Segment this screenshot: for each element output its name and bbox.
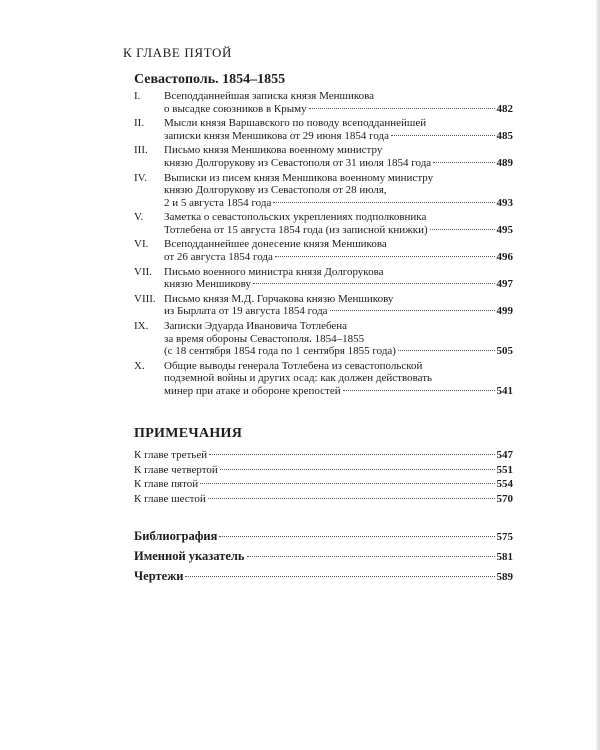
toc-list (134, 90, 513, 399)
entry-line: Заметка о севастопольских укреплениях подполковника (164, 211, 427, 224)
notes-entry[interactable] (134, 478, 513, 491)
entry-body (164, 144, 513, 169)
page-number: 581 (496, 551, 513, 563)
entry-last-line (164, 385, 513, 398)
entry-last-line (164, 224, 513, 237)
entry-body (164, 320, 513, 358)
notes-entry-line (134, 449, 513, 462)
page-number: 496 (496, 250, 513, 263)
page-number: 589 (496, 571, 513, 583)
entry-last-line (164, 157, 513, 170)
page-number: 547 (496, 449, 513, 461)
page-number: 505 (496, 345, 513, 357)
entry-line: подземной войны и других осад: как должен действовать (164, 372, 433, 385)
entry-text: Чертежи (134, 569, 184, 583)
backmatter-entry-line (134, 569, 513, 585)
entry-body (164, 172, 513, 210)
entry-last-line (164, 278, 513, 291)
dot-leader (309, 108, 495, 109)
entry-line: Выписки из писем князя Меншикова военному министру (164, 171, 434, 184)
page-number: 541 (496, 384, 513, 397)
page-number: 575 (496, 531, 513, 543)
entry-body (164, 266, 513, 291)
entry-line: Всеподданнейшее донесение князя Меншикова (164, 238, 387, 251)
entry-text: от 26 августа 1854 года (164, 250, 273, 263)
entry-numeral: IX. (134, 320, 149, 332)
toc-entry[interactable] (134, 211, 513, 236)
page-number: 499 (496, 305, 513, 318)
entry-last-line (164, 103, 513, 116)
notes-entry[interactable] (134, 449, 513, 462)
entry-text: о высадке союзников в Крыму (164, 102, 307, 115)
entry-line: Всеподданнейшая записка князя Меншикова (164, 90, 375, 102)
backmatter-entry[interactable] (134, 549, 513, 565)
dot-leader (209, 454, 494, 455)
entry-numeral: IV. (134, 171, 147, 184)
dot-leader (273, 202, 494, 203)
backmatter-entry[interactable] (134, 569, 513, 585)
backmatter-entry-line (134, 549, 513, 565)
toc-entry[interactable] (134, 144, 513, 169)
notes-title: ПРИМЕЧАНИЯ (134, 426, 243, 441)
entry-line: князю Долгорукову из Севастополя от 28 июля, (164, 184, 387, 197)
entry-text: Библиография (134, 529, 218, 543)
entry-last-line (164, 251, 513, 264)
notes-entry-line (134, 464, 513, 477)
section-title: Севастополь. 1854–1855 (134, 72, 286, 87)
page-number: 554 (496, 478, 513, 491)
page-edge (596, 0, 600, 750)
page-number: 495 (496, 223, 513, 236)
entry-text: К главе четвертой (134, 463, 218, 476)
dot-leader (200, 483, 494, 484)
entry-text: записки князя Меншикова от 29 июня 1854 года (164, 129, 390, 142)
entry-text: князю Меншикову (164, 278, 251, 291)
dot-leader (343, 390, 495, 391)
notes-entry[interactable] (134, 464, 513, 477)
page-number: 497 (496, 278, 513, 291)
backmatter-list (134, 529, 513, 589)
entry-numeral: X. (134, 359, 145, 372)
page-number: 570 (496, 493, 513, 506)
toc-entry[interactable] (134, 90, 513, 115)
dot-leader (433, 162, 494, 163)
toc-entry[interactable] (134, 320, 513, 358)
entry-body (164, 360, 513, 398)
entry-body (164, 90, 513, 115)
page-number: 482 (496, 102, 513, 115)
dot-leader (391, 135, 494, 136)
entry-line: Общие выводы генерала Тотлебена из севастопольской (164, 359, 423, 372)
entry-text: князю Долгорукову из Севастополя от 31 июля 1854 года (164, 156, 432, 169)
dot-leader (185, 576, 494, 577)
entry-body (164, 293, 513, 318)
toc-entry[interactable] (134, 238, 513, 263)
entry-line: за время обороны Севастополя. 1854–1855 (164, 332, 365, 345)
entry-last-line (164, 305, 513, 318)
entry-text: К главе шестой (134, 493, 206, 506)
toc-entry[interactable] (134, 172, 513, 210)
entry-text: Тотлебена от 15 августа 1854 года (из записной книжки) (164, 223, 428, 236)
dot-leader (208, 498, 495, 499)
toc-entry[interactable] (134, 266, 513, 291)
page-number: 493 (496, 196, 513, 209)
dot-leader (253, 283, 495, 284)
entry-text: из Бырлата от 19 августа 1854 года (164, 305, 328, 318)
notes-list (134, 449, 513, 508)
notes-entry-line (134, 493, 513, 506)
notes-entry[interactable] (134, 493, 513, 506)
entry-text: К главе пятой (134, 478, 199, 491)
entry-line: Записки Эдуарда Ивановича Тотлебена (164, 320, 348, 332)
entry-line: Письмо князя Меншикова военному министру (164, 144, 383, 157)
dot-leader (275, 256, 495, 257)
entry-numeral: II. (134, 117, 145, 130)
entry-last-line (164, 197, 513, 210)
page-number: 551 (496, 463, 513, 476)
chapter-heading: К ГЛАВЕ ПЯТОЙ (123, 45, 232, 60)
dot-leader (430, 229, 495, 230)
entry-text: К главе третьей (134, 449, 208, 461)
entry-numeral: VI. (134, 238, 149, 251)
notes-entry-line (134, 478, 513, 491)
backmatter-entry-line (134, 529, 513, 545)
backmatter-entry[interactable] (134, 529, 513, 545)
entry-text: (с 18 сентября 1854 года по 1 сентября 1855 года) (164, 345, 396, 357)
entry-numeral: VIII. (134, 292, 156, 305)
dot-leader (398, 350, 495, 351)
entry-last-line (164, 130, 513, 143)
toc-entry[interactable] (134, 117, 513, 142)
dot-leader (247, 556, 495, 557)
entry-body (164, 238, 513, 263)
entry-line: Письмо князя М.Д. Горчакова князю Меншикову (164, 292, 394, 305)
toc-entry[interactable] (134, 293, 513, 318)
entry-numeral: VII. (134, 265, 153, 278)
entry-numeral: I. (134, 90, 141, 102)
dot-leader (220, 469, 495, 470)
entry-text: Именной указатель (134, 549, 245, 563)
entry-numeral: III. (134, 144, 148, 157)
page-number: 485 (496, 129, 513, 142)
entry-line: Письмо военного министра князя Долгорукова (164, 265, 384, 278)
dot-leader (219, 536, 494, 537)
entry-numeral: V. (134, 211, 144, 224)
dot-leader (330, 310, 495, 311)
toc-entry[interactable] (134, 360, 513, 398)
entry-text: 2 и 5 августа 1854 года (164, 196, 272, 209)
entry-line: Мысли князя Варшавского по поводу всеподданнейшей (164, 117, 427, 130)
entry-body (164, 211, 513, 236)
page-number: 489 (496, 156, 513, 169)
entry-body (164, 117, 513, 142)
entry-last-line (164, 345, 513, 358)
entry-text: минер при атаке и обороне крепостей (164, 384, 341, 397)
